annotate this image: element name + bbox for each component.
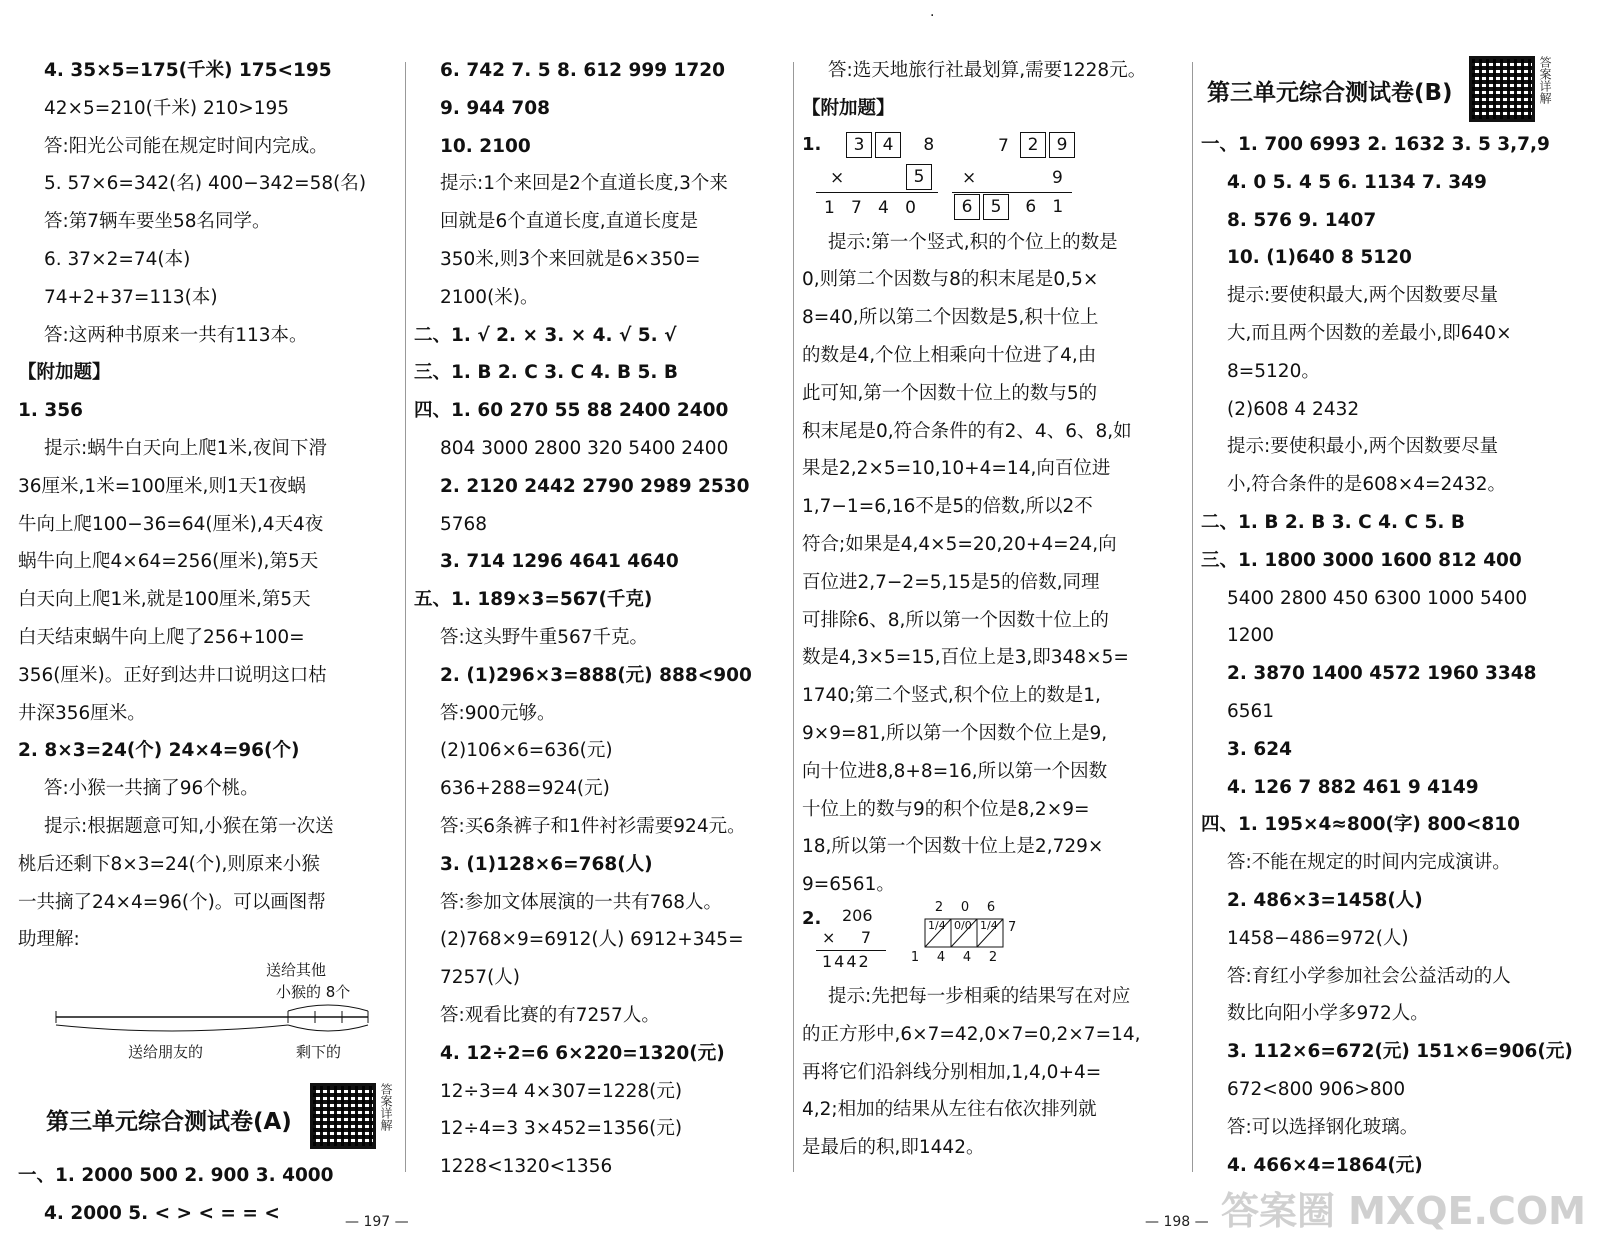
answer-line: 二、1. B 2. B 3. C 4. C 5. B (1201, 511, 1465, 533)
answer-line: 4. 35×5=175(千米) 175<195 (44, 60, 332, 81)
answer-line: 答:这两种书原来一共有113本。 (44, 324, 308, 346)
answer-line: 答:第7辆车要坐58名同学。 (44, 211, 271, 233)
times-sign: × (830, 167, 845, 188)
hint-line: 8=40,所以第二个因数是5,积十位上 (802, 307, 1099, 329)
calc-a-mult (906, 164, 935, 190)
answer-line: 6. 37×2=74(本) (44, 248, 191, 270)
watermark-logo: 答案圈 MXQE.COM (1220, 1189, 1586, 1233)
diagram-label: 送给朋友的 (128, 1043, 204, 1062)
times-sign: × (962, 167, 977, 188)
answer-line: 三、1. B 2. C 3. C 4. B 5. B (414, 362, 678, 384)
answer-line: 答:不能在规定的时间内完成演讲。 (1227, 852, 1511, 874)
diagram-label: 送给其他 (266, 961, 327, 980)
hint-line: 白天向上爬1米,就是100厘米,第5天 (18, 589, 311, 611)
hint-line: 百位进2,7−2=5,15是5的倍数,同理 (802, 571, 1100, 593)
calc-a-result: 1 7 4 0 (824, 197, 916, 218)
hint-line: 向十位进8,8+8=16,所以第一个因数 (802, 760, 1108, 782)
lattice-digit: 4 (936, 949, 946, 965)
answer-line: 一、1. 700 6993 2. 1632 3. 5 3,7,9 (1201, 134, 1550, 155)
hint-line: 350米,则3个来回就是6×350= (440, 248, 701, 270)
answer-line: (2)608 4 2432 (1227, 398, 1360, 420)
answer-line: 6561 (1227, 700, 1275, 722)
lattice-digit: 4 (962, 949, 972, 965)
answer-line: 672<800 906>800 (1227, 1078, 1406, 1100)
hint-line: 积末尾是0,符合条件的有2、4、6、8,如 (802, 420, 1132, 442)
hint-line: 数是4,3×5=15,百位上是3,即348×5= (802, 647, 1129, 669)
hint-line: 2100(米)。 (440, 286, 539, 308)
hint-line: 此可知,第一个因数十位上的数与5的 (802, 382, 1098, 404)
calc-line (816, 192, 938, 193)
answer-line: 答:可以选择钢化玻璃。 (1227, 1116, 1419, 1138)
hint-line: 9×9=81,所以第一个因数个位上是9, (802, 722, 1108, 744)
answer-line: (2)768×9=6912(人) 6912+345= (440, 929, 744, 951)
calc-line (952, 192, 1072, 193)
hint-line: 0,则第二个因数与8的积末尾是0,5× (802, 269, 1099, 291)
answer-line: 7257(人) (440, 967, 521, 989)
peach-diagram (18, 959, 396, 1079)
lattice-digit: 7 (1008, 919, 1017, 935)
qr-code-icon[interactable] (310, 1083, 376, 1149)
answer-line: 42×5=210(千米) 210>195 (44, 97, 290, 119)
digit-box: 2 (1020, 132, 1046, 158)
hint-line: 提示:第一个竖式,积的个位上的数是 (828, 231, 1118, 253)
answer-line: 四、1. 195×4≈800(字) 800<810 (1201, 814, 1521, 836)
hint-line: 4,2;相加的结果从左往右依次排列就 (802, 1099, 1097, 1121)
answer-line: 2. 2120 2442 2790 2989 2530 (440, 475, 750, 497)
diagram-label: 小猴的 8个 (276, 983, 351, 1002)
hint-line: 提示:先把每一步相乘的结果写在对应 (828, 985, 1131, 1007)
hint-line: 提示:根据题意可知,小猴在第一次送 (44, 815, 334, 837)
answer-line: 12÷3=4 4×307=1228(元) (440, 1080, 683, 1102)
hint-line: 提示:要使积最小,两个因数要尽量 (1227, 436, 1499, 458)
calc-result: 1442 (822, 951, 871, 971)
answer-line: (2)106×6=636(元) (440, 740, 613, 762)
answer-line: 答:选天地旅行社最划算,需要1228元。 (828, 60, 1147, 81)
hint-line: 一共摘了24×4=96(个)。可以画图帮 (18, 891, 326, 913)
answer-line: 5. 57×6=342(名) 400−342=58(名) (44, 173, 367, 195)
test-a-header (18, 1079, 396, 1157)
answer-column-1 (18, 52, 396, 1233)
hint-line: 的正方形中,6×7=42,0×7=0,2×7=14, (802, 1023, 1141, 1045)
lattice-top (926, 900, 1004, 915)
page-number-right: — 198 — (1145, 1214, 1209, 1230)
hint-line: 果是2,2×5=10,10+4=14,向百位进 (802, 458, 1111, 480)
answer-line: 4. 12÷2=6 6×220=1320(元) (440, 1042, 725, 1064)
test-b-title: 第三单元综合测试卷(B) (1207, 80, 1453, 106)
hint-line: 是最后的积,即1442。 (802, 1137, 985, 1159)
answer-line: 10. (1)640 8 5120 (1227, 247, 1412, 269)
hint-line: 提示:蜗牛白天向上爬1米,夜间下滑 (44, 437, 327, 459)
hint-line: 白天结束蜗牛向上爬了256+100= (18, 626, 305, 648)
hint-line: 井深356厘米。 (18, 702, 146, 724)
answer-line: 5400 2800 450 6300 1000 5400 (1227, 587, 1528, 609)
calc-top: 206 (842, 905, 873, 925)
answer-line: 答:观看比赛的有7257人。 (440, 1004, 660, 1026)
hint-line: 十位上的数与9的积个位是8,2×9= (802, 798, 1090, 820)
lattice-digit: 2 (934, 899, 944, 915)
answer-line: 10. 2100 (440, 135, 531, 157)
answer-line: 答:这头野牛重567千克。 (440, 626, 649, 648)
answer-line: 4. 0 5. 4 5 6. 1134 7. 349 (1227, 171, 1487, 193)
answer-line: 3. 112×6=672(元) 151×6=906(元) (1227, 1041, 1573, 1063)
answer-line: 四、1. 60 270 55 88 2400 2400 (414, 400, 729, 422)
answer-line: 4. 126 7 882 461 9 4149 (1227, 776, 1479, 798)
answer-line: 804 3000 2800 320 5400 2400 (440, 437, 729, 459)
answer-line: 74+2+37=113(本) (44, 286, 218, 308)
hint-line: 提示:1个来回是2个直道长度,3个来 (440, 173, 728, 195)
answer-line: 3. 624 (1227, 738, 1292, 760)
hint-line: 1740;第二个竖式,积个位上的数是1, (802, 685, 1101, 707)
test-a-title: 第三单元综合测试卷(A) (46, 1109, 292, 1136)
hint-line: 小,符合条件的是608×4=2432。 (1227, 474, 1507, 496)
column-divider (1192, 62, 1193, 1172)
answer-line: 6. 742 7. 5 8. 612 999 1720 (440, 60, 725, 81)
digit-box: 6 (954, 194, 980, 220)
answer-line: 答:买6条裤子和1件衬衫需要924元。 (440, 815, 746, 837)
page-gutter (793, 62, 794, 1172)
answer-line: 二、1. √ 2. × 3. × 4. √ 5. √ (414, 324, 677, 346)
answer-line: 3. 714 1296 4641 4640 (440, 551, 679, 573)
answer-line: 答:阳光公司能在规定时间内完成。 (44, 135, 328, 157)
hint-line: 8=5120。 (1227, 360, 1320, 382)
vertical-calculation-1 (802, 128, 1187, 224)
digit-box: 3 (846, 132, 872, 158)
answer-line: 答:900元够。 (440, 702, 556, 724)
section-heading: 【附加题】 (802, 97, 895, 119)
answer-line: 1200 (1227, 625, 1275, 647)
section-heading: 【附加题】 (18, 362, 111, 384)
digit: 6 1 (1025, 196, 1064, 217)
answer-line: 五、1. 189×3=567(千克) (414, 589, 653, 611)
answer-line: 答:小猴一共摘了96个桃。 (44, 778, 259, 800)
qr-caption: 答案详解 (379, 1083, 393, 1132)
lattice-digit: 0 (960, 899, 970, 915)
digit-box: 4 (875, 132, 901, 158)
calc-mult: × 7 (822, 927, 872, 947)
top-dot: · (930, 8, 935, 24)
answer-line: 一、1. 2000 500 2. 900 3. 4000 (18, 1165, 334, 1187)
lattice-cell: 1/4 (928, 918, 946, 932)
answer-line: 2. 8×3=24(个) 24×4=96(个) (18, 740, 300, 762)
hint-line: 1,7−1=6,16不是5的倍数,所以2不 (802, 496, 1093, 518)
diagram-label: 剩下的 (296, 1043, 342, 1062)
question-number: 1. (802, 133, 822, 155)
lattice-digit: 6 (986, 899, 996, 915)
vertical-calculation-2 (802, 899, 1187, 978)
answer-line: 2. 486×3=1458(人) (1227, 889, 1423, 911)
answer-line: 5768 (440, 513, 488, 535)
hint-line: 9=6561。 (802, 874, 895, 896)
hint-line: 牛向上爬100−36=64(厘米),4天4夜 (18, 513, 324, 535)
lattice-bottom (902, 950, 1006, 965)
hint-line: 的数是4,个位上相乘向十位进了4,由 (802, 344, 1097, 366)
hint-line: 助理解: (18, 929, 80, 951)
calc-b-top (1020, 132, 1078, 158)
answer-line: 2. (1)296×3=888(元) 888<900 (440, 664, 752, 686)
test-b-header (1201, 52, 1591, 126)
digit: 8 (923, 134, 935, 155)
hint-line: 36厘米,1米=100厘米,则1天1夜蜗 (18, 475, 306, 497)
answer-line: 8. 576 9. 1407 (1227, 209, 1377, 231)
answer-line: 4. 466×4=1864(元) (1227, 1154, 1423, 1176)
hint-line: 大,而且两个因数的差最小,即640× (1227, 322, 1512, 344)
digit-box: 9 (1049, 132, 1075, 158)
hint-line: 符合;如果是4,4×5=20,20+4=24,向 (802, 533, 1117, 555)
hint-line: 提示:要使积最大,两个因数要尽量 (1227, 285, 1499, 307)
hint-line: 再将它们沿斜线分别相加,1,4,0+4= (802, 1061, 1102, 1083)
lattice-digit: 1 (910, 949, 920, 965)
answer-line: 答:参加文体展演的一共有768人。 (440, 891, 723, 913)
hint-line: 蜗牛向上爬4×64=256(厘米),第5天 (18, 551, 319, 573)
answer-line: 数比向阳小学多972人。 (1227, 1003, 1429, 1025)
answer-line: 4. 2000 5. < > < = = < (44, 1202, 280, 1224)
answer-column-3 (802, 52, 1187, 1167)
answer-line: 2. 3870 1400 4572 1960 3348 (1227, 663, 1537, 685)
calc-line (816, 950, 886, 951)
hint-line: 可排除6、8,所以第一个因数十位上的 (802, 609, 1109, 631)
digit-box: 5 (906, 164, 932, 190)
answer-line: 1228<1320<1356 (440, 1156, 613, 1178)
lattice-cell: 1/4 (980, 918, 998, 932)
answer-line: 12÷4=3 3×452=1356(元) (440, 1118, 683, 1140)
answer-column-4 (1201, 52, 1591, 1184)
answer-line: 三、1. 1800 3000 1600 812 400 (1201, 549, 1522, 571)
page-number-left: — 197 — (345, 1214, 409, 1230)
answer-line: 答:育红小学参加社会公益活动的人 (1227, 965, 1511, 987)
answer-line: 9. 944 708 (440, 97, 551, 119)
hint-line: 18,所以第一个因数十位上是2,729× (802, 836, 1104, 858)
answer-line: 3. (1)128×6=768(人) (440, 853, 653, 875)
digit: 9 (1052, 167, 1063, 188)
digit-box: 5 (983, 194, 1009, 220)
hint-line: 桃后还剩下8×3=24(个),则原来小猴 (18, 853, 320, 875)
qr-caption: 答案详解 (1538, 56, 1552, 104)
answer-line: 1. 356 (18, 400, 83, 422)
answer-line: 1458−486=972(人) (1227, 927, 1409, 949)
segment-diagram-svg (48, 999, 408, 1059)
calc-a-top (846, 132, 934, 158)
answer-line: 636+288=924(元) (440, 778, 610, 800)
answer-column-2 (414, 52, 786, 1186)
lattice-cell: 0/0 (954, 918, 972, 932)
qr-code-icon[interactable] (1469, 56, 1535, 122)
lattice-digit: 2 (988, 949, 998, 965)
digit: 7 (998, 135, 1009, 156)
calc-b-result (954, 194, 1063, 220)
hint-line: 回就是6个直道长度,直道长度是 (440, 211, 699, 233)
hint-line: 356(厘米)。正好到达井口说明这口枯 (18, 664, 327, 686)
question-number: 2. (802, 907, 822, 929)
